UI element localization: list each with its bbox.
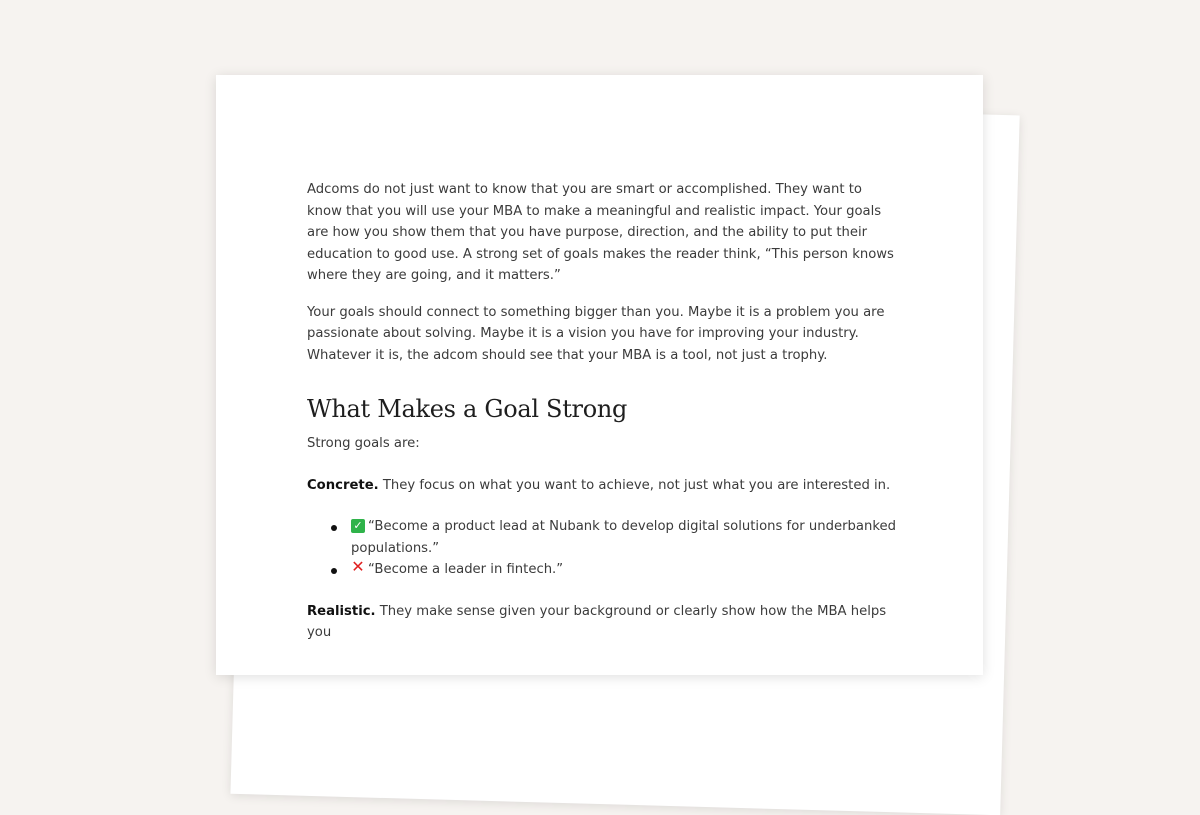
concrete-text: They focus on what you want to achieve, not just what you are interested in. (378, 477, 891, 493)
good-example-text: “Become a product lead at Nubank to develop digital solutions for underbanked populations.” (351, 519, 896, 556)
check-mark-icon: ✓ (351, 519, 365, 533)
bad-example-text: “Become a leader in fintech.” (368, 562, 564, 577)
list-item-bad-example (351, 559, 897, 581)
realistic-text: They make sense given your background or clearly show how the MBA helps you (307, 603, 887, 640)
intro-text: Strong goals are: (307, 436, 420, 451)
section-heading: What Makes a Goal Strong (307, 395, 628, 423)
realistic-label: Realistic. (307, 603, 376, 619)
front-page-sheet (216, 75, 983, 675)
paragraph-bigger-goals: Your goals should connect to something bigger than you. Maybe it is a problem you are passionate about solving. Maybe it is a vision you have for improving your industry. Whatever it is, the adcom should see that your MBA is a tool, not just a trophy. (307, 304, 885, 363)
examples-list (307, 516, 897, 581)
realistic-paragraph (307, 601, 897, 644)
page-content (307, 179, 897, 659)
cross-mark-icon: ✕ (351, 557, 365, 576)
concrete-paragraph (307, 475, 897, 497)
paragraph-adcoms: Adcoms do not just want to know that you are smart or accomplished. They want to know that you will use your MBA to make a meaningful and realistic impact. Your goals are how you show them that you have purpose, direction, and the ability to put their education to good use. A strong set of goals makes the reader think, “This person knows where they are going, and it matters.” (307, 182, 894, 283)
concrete-label: Concrete. (307, 477, 379, 493)
list-item-good-example (351, 516, 897, 559)
